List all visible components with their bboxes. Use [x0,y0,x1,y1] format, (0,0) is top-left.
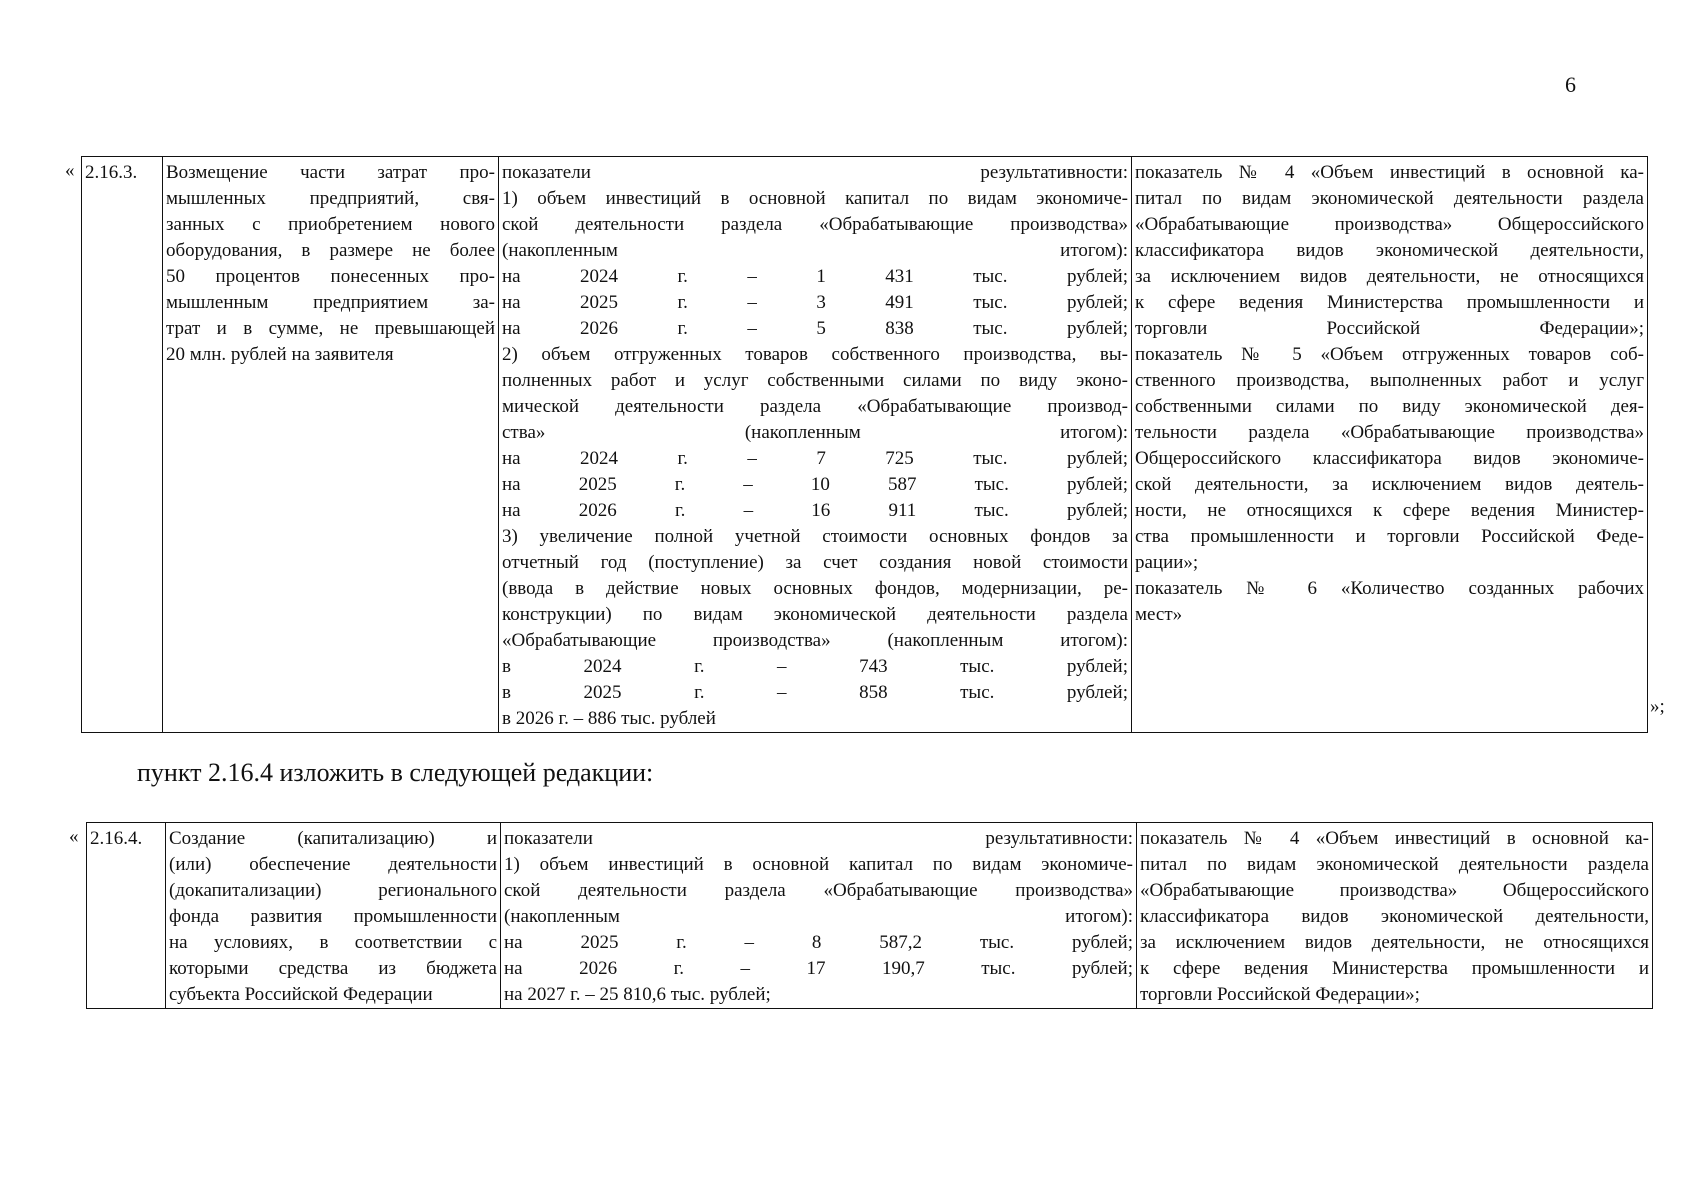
text-line: показатель № 6 «Количество созданных рабочих [1135,578,1644,599]
text-line: ской деятельности раздела «Обрабатывающие производства» [504,880,1133,901]
table-row [87,823,1653,1009]
text-line: 1) объем инвестиций в основной капитал по видам экономиче- [502,188,1128,209]
text-line: 20 млн. рублей на заявителя [166,344,394,365]
description-cell [166,823,501,1009]
reference-text [1140,826,1649,1008]
item-number: 2.16.3. [85,162,138,183]
description-cell [163,157,499,733]
text-line: ства промышленности и торговли Российской Феде- [1135,526,1644,547]
text-line: на 2025 г. – 8 587,2 тыс. рублей; [504,932,1133,953]
text-line: на 2025 г. – 3 491 тыс. рублей; [502,292,1128,313]
text-line: 1) объем инвестиций в основной капитал по видам экономиче- [504,854,1133,875]
table-row [82,157,1648,733]
text-line: в 2025 г. – 858 тыс. рублей; [502,682,1128,703]
text-line: Возмещение части затрат про- [166,162,495,183]
text-line: тельности раздела «Обрабатывающие производства» [1135,422,1644,443]
text-line: показатель № 5 «Объем отгруженных товаров соб- [1135,344,1644,365]
amendment-table-2-16-4 [86,822,1653,1009]
item-number-cell [82,157,163,733]
text-line: за исключением видов деятельности, не относящихся [1135,266,1644,287]
text-line: конструкции) по видам экономической деятельности раздела [502,604,1128,625]
open-quote: « [65,160,75,181]
text-line: на 2026 г. – 17 190,7 тыс. рублей; [504,958,1133,979]
text-line: (докапитализации) регионального [169,880,497,901]
text-line: показатель № 4 «Объем инвестиций в основной ка- [1140,828,1649,849]
indicators-text [504,826,1133,1008]
page-number: 6 [1565,72,1576,97]
text-line: (ввода в действие новых основных фондов, модернизации, ре- [502,578,1128,599]
text-line: (или) обеспечение деятельности [169,854,497,875]
text-line: мической деятельности раздела «Обрабатывающие производ- [502,396,1128,417]
text-line: на условиях, в соответствии с [169,932,497,953]
text-line: Общероссийского классификатора видов экономиче- [1135,448,1644,469]
item-number-cell [87,823,166,1009]
description-text [166,160,495,368]
description-text [169,826,497,1008]
text-line: классификатора видов экономической деятельности, [1135,240,1644,261]
amendment-table-2-16-3 [81,156,1648,733]
text-line: 2) объем отгруженных товаров собственного производства, вы- [502,344,1128,365]
text-line: ской деятельности раздела «Обрабатывающие производства» [502,214,1128,235]
text-line: ства» (накопленным итогом): [502,422,1128,443]
text-line: в 2026 г. – 886 тыс. рублей [502,708,716,729]
text-line: которыми средства из бюджета [169,958,497,979]
text-line: за исключением видов деятельности, не относящихся [1140,932,1649,953]
amendment-instruction: пункт 2.16.4 изложить в следующей редакции: [137,758,654,787]
text-line: ственного производства, выполненных работ и услуг [1135,370,1644,391]
text-line: в 2024 г. – 743 тыс. рублей; [502,656,1128,677]
reference-text [1135,160,1644,628]
text-line: Создание (капитализацию) и [169,828,497,849]
text-line: отчетный год (поступление) за счет создания новой стоимости [502,552,1128,573]
text-line: на 2025 г. – 10 587 тыс. рублей; [502,474,1128,495]
item-number: 2.16.4. [90,828,143,849]
text-line: торговли Российской Федерации»; [1140,984,1420,1005]
text-line: «Обрабатывающие производства» Общероссийского [1135,214,1644,235]
text-line: к сфере ведения Министерства промышленности и [1135,292,1644,313]
reference-cell [1137,823,1653,1009]
indicators-text [502,160,1128,732]
text-line: (накопленным итогом): [502,240,1128,261]
text-line: субъекта Российской Федерации [169,984,433,1005]
text-line: собственными силами по виду экономической дея- [1135,396,1644,417]
text-line: к сфере ведения Министерства промышленности и [1140,958,1649,979]
text-line: мышленных предприятий, свя- [166,188,495,209]
indicators-cell [499,157,1132,733]
text-line: на 2024 г. – 7 725 тыс. рублей; [502,448,1128,469]
text-line: фонда развития промышленности [169,906,497,927]
text-line: питал по видам экономической деятельности раздела [1135,188,1644,209]
text-line: на 2026 г. – 5 838 тыс. рублей; [502,318,1128,339]
reference-cell [1132,157,1648,733]
text-line: мышленным предприятием за- [166,292,495,313]
text-line: ности, не относящихся к сфере ведения Министер- [1135,500,1644,521]
text-line: питал по видам экономической деятельности раздела [1140,854,1649,875]
text-line: торговли Российской Федерации»; [1135,318,1644,339]
text-line: на 2024 г. – 1 431 тыс. рублей; [502,266,1128,287]
text-line: на 2027 г. – 25 810,6 тыс. рублей; [504,984,771,1005]
text-line: ской деятельности, за исключением видов деятель- [1135,474,1644,495]
text-line: «Обрабатывающие производства» Общероссийского [1140,880,1649,901]
text-line: оборудования, в размере не более [166,240,495,261]
text-line: мест» [1135,604,1183,625]
text-line: показатели результативности: [504,828,1133,849]
text-line: 50 процентов понесенных про- [166,266,495,287]
text-line: на 2026 г. – 16 911 тыс. рублей; [502,500,1128,521]
close-quote: »; [1650,696,1665,717]
text-line: «Обрабатывающие производства» (накопленным итогом): [502,630,1128,651]
text-line: 3) увеличение полной учетной стоимости основных фондов за [502,526,1128,547]
text-line: классификатора видов экономической деятельности, [1140,906,1649,927]
text-line: (накопленным итогом): [504,906,1133,927]
open-quote: « [69,826,79,847]
text-line: рации»; [1135,552,1199,573]
text-line: показатели результативности: [502,162,1128,183]
text-line: занных с приобретением нового [166,214,495,235]
text-line: показатель № 4 «Объем инвестиций в основной ка- [1135,162,1644,183]
indicators-cell [501,823,1137,1009]
text-line: полненных работ и услуг собственными силами по виду эконо- [502,370,1128,391]
text-line: трат и в сумме, не превышающей [166,318,495,339]
